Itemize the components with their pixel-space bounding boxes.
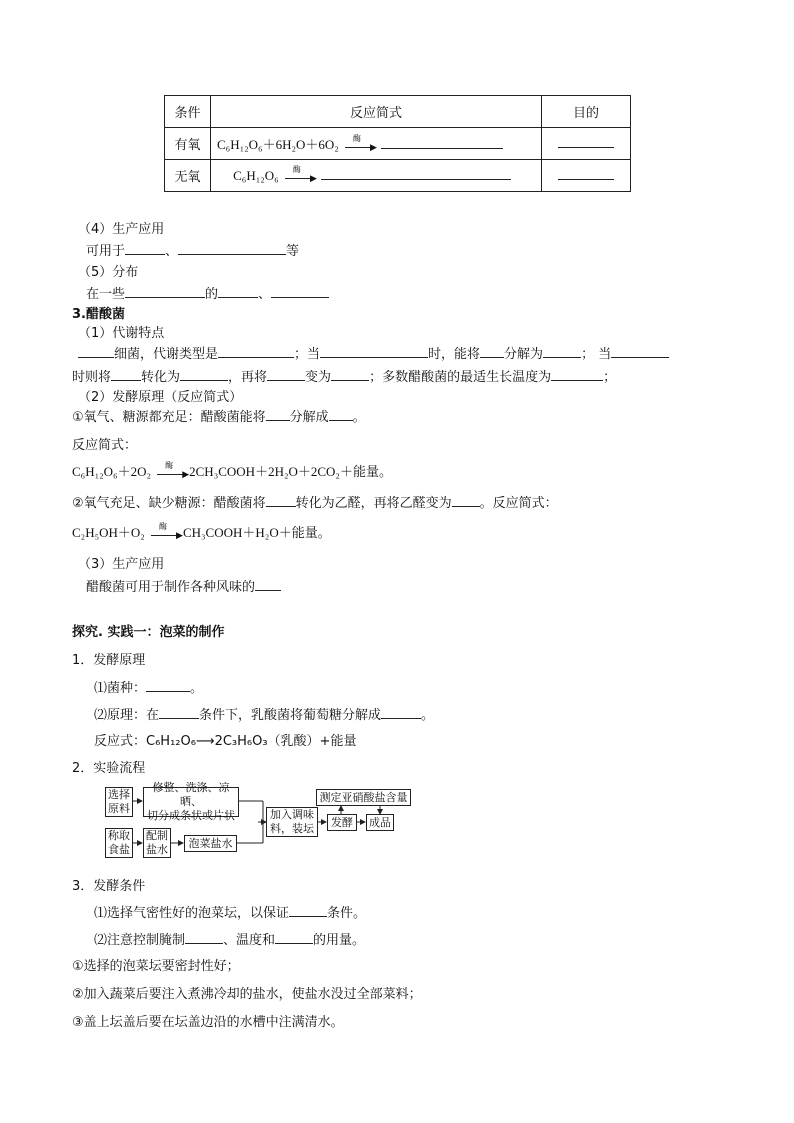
reaction-equation: 反应式：C₆H₁₂O₆⟶2C₃H₆O₃（乳酸）+能量 — [94, 734, 357, 749]
text: ⑵原理：在 — [94, 708, 160, 723]
section-3-title: 3.醋酸菌 — [72, 307, 125, 322]
text: 转化为 — [141, 370, 181, 385]
equation-left: C₆H₁₂O₆＋2O₂ — [72, 464, 151, 479]
text: 、 — [258, 287, 272, 302]
answer-blank[interactable] — [275, 931, 313, 944]
header-purpose: 目的 — [542, 96, 631, 128]
flow-box-select-material: 选择 原料 — [105, 787, 133, 817]
enzyme-label: 酶 — [292, 164, 301, 174]
text: 条件下，乳酸菌将葡萄糖分解成 — [199, 708, 382, 723]
formula-text: C₆H₁₂O₆＋6H₂O＋6O₂ — [217, 137, 339, 152]
text: 醋酸菌可用于制作各种风味的 — [86, 580, 256, 595]
text: 时则将 — [72, 370, 112, 385]
section-4-title: （4）生产应用 — [78, 222, 165, 237]
row-condition: 有氧 — [165, 128, 211, 160]
subsection-title: （2）发酵原理（反应简式） — [78, 390, 243, 405]
header-formula: 反应简式 — [211, 96, 542, 128]
equation-right: CH₃COOH＋H₂O＋能量。 — [182, 525, 331, 540]
subsection-title: （3）生产应用 — [78, 557, 165, 572]
enzyme-label: 酶 — [165, 460, 174, 470]
text: 、温度和 — [223, 933, 276, 948]
equation-label: 反应简式： — [72, 438, 138, 453]
flow-box-product: 成品 — [366, 814, 394, 831]
flow-box-prepare-brine: 配制 盐水 — [143, 828, 171, 858]
flow-box-add-seasoning: 加入调味 料，装坛 — [266, 807, 318, 837]
text: ； 当 — [581, 347, 612, 362]
text: 在一些 — [86, 287, 126, 302]
text: 变为 — [305, 370, 332, 385]
text: ； — [603, 370, 617, 385]
equation-right: 2CH₃COOH＋2H₂O＋2CO₂＋能量。 — [189, 464, 392, 479]
enzyme-arrow: 酶 ▶ — [283, 170, 317, 184]
text: 可用于 — [86, 244, 126, 259]
flow-box-trim-wash: 修整、洗涤、凉晒、 切分成条状或片状 — [143, 787, 239, 817]
enzyme-label: 酶 — [352, 133, 361, 143]
text: 。 — [190, 681, 204, 696]
text: ⑴选择气密性好的泡菜坛，以保证 — [94, 906, 290, 921]
note-2: ②加入蔬菜后要注入煮沸冷却的盐水，使盐水没过全部菜料； — [72, 987, 422, 1002]
text: 细菌，代谢类型是 — [114, 347, 219, 362]
enzyme-arrow: 酶 ▶ — [149, 527, 183, 541]
condition-2 — [94, 929, 365, 948]
text: 。 — [352, 410, 366, 425]
text: ⑴菌种： — [94, 681, 147, 696]
text: ；多数醋酸菌的最适生长温度为 — [369, 370, 552, 385]
flow-box-measure-nitrite: 测定亚硝酸盐含量 — [316, 789, 411, 806]
text: 分解成 — [289, 410, 329, 425]
answer-blank[interactable] — [289, 904, 327, 917]
subsection-title: （1）代谢特点 — [78, 326, 165, 341]
text: 的用量。 — [313, 933, 366, 948]
flow-box-pickle-brine: 泡菜盐水 — [184, 835, 237, 852]
text: ①氧气、糖源都充足：醋酸菌能将 — [72, 410, 266, 425]
heading-2: 2．实验流程 — [72, 761, 146, 776]
equation-left: C₂H₅OH＋O₂ — [72, 525, 145, 540]
enzyme-arrow: 酶 ▶ — [155, 466, 189, 480]
formula-text: C₆H₁₂O₆ — [233, 168, 279, 183]
note-1: ①选择的泡菜坛要密封性好； — [72, 959, 240, 974]
heading-3: 3．发酵条件 — [72, 879, 146, 894]
text: 。 — [421, 708, 435, 723]
answer-blank[interactable] — [185, 931, 223, 944]
text: 等 — [286, 244, 300, 259]
header-condition: 条件 — [165, 96, 211, 128]
note-3: ③盖上坛盖后要在坛盖边沿的水槽中注满清水。 — [72, 1015, 344, 1030]
flow-box-ferment: 发酵 — [327, 814, 357, 831]
flow-box-weigh-salt: 称取 食盐 — [105, 828, 133, 858]
heading-1: 1．发酵原理 — [72, 653, 146, 668]
text: ；当 — [294, 347, 321, 362]
text: 。反应简式： — [479, 496, 558, 511]
section-5-title: （5）分布 — [78, 265, 139, 280]
text: 时，能将 — [428, 347, 481, 362]
explore-title: 探究. 实践一：泡菜的制作 — [72, 625, 225, 640]
text: 分解为 — [504, 347, 544, 362]
text: 转化为乙醛，再将乙醛变为 — [295, 496, 452, 511]
text: 条件。 — [327, 906, 367, 921]
condition-1 — [94, 902, 366, 921]
text: 的 — [205, 287, 219, 302]
enzyme-arrow: 酶 ▶ — [343, 139, 377, 153]
text: 、 — [165, 244, 179, 259]
text: ⑵注意控制腌制 — [94, 933, 186, 948]
enzyme-label: 酶 — [158, 521, 167, 531]
text: ，再将 — [228, 370, 268, 385]
row-condition: 无氧 — [165, 160, 211, 192]
text: ②氧气充足、缺少糖源：醋酸菌将 — [72, 496, 266, 511]
